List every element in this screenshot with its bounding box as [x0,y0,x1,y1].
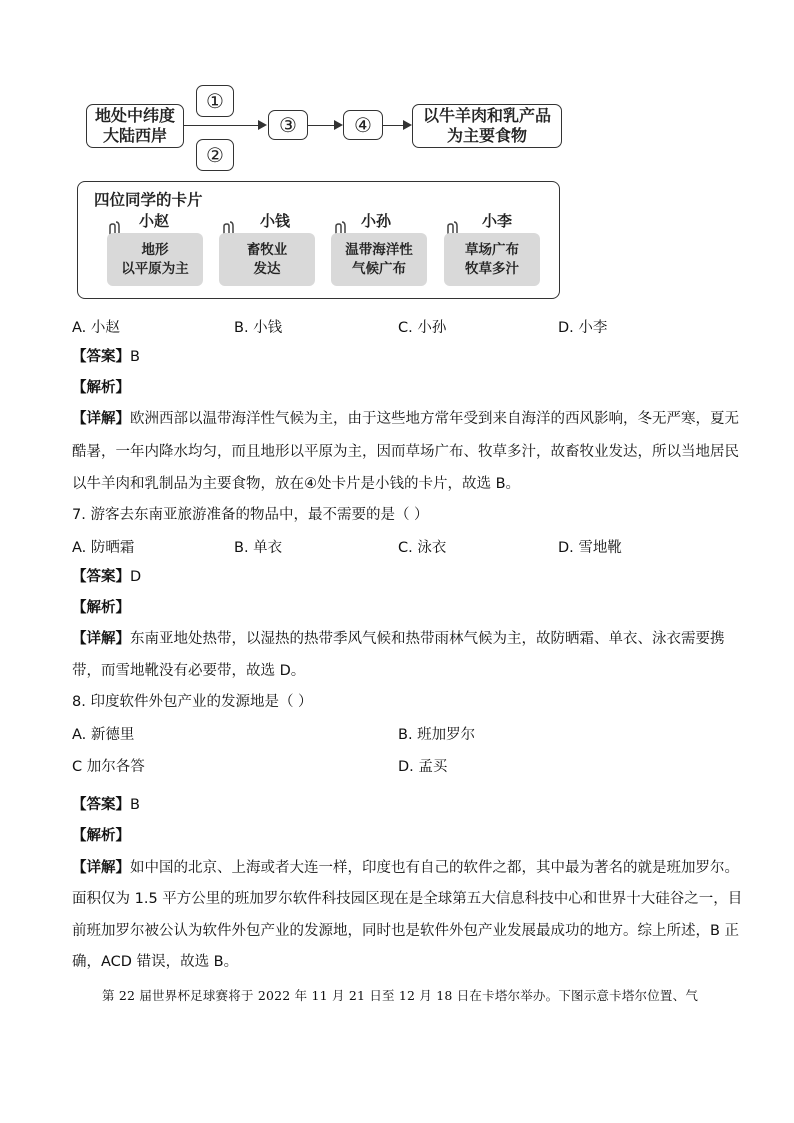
end-box [412,104,562,148]
q7-detail-line-2: 带，而雪地靴没有必要带，故选 D。 [72,663,306,679]
start-box-line1: 地处中纬度 [94,106,175,125]
node-2-label: ② [206,143,224,167]
card-name-xiaozhao: 小赵 [139,212,170,230]
q7-option-c: C. 泳衣 [398,540,447,556]
answer-label: 【答案】 [72,349,130,365]
q7-detail-line-1 [72,629,725,649]
q6-option-c: C. 小孙 [398,320,447,336]
q8-detail-line-1 [72,858,739,878]
node-3-label: ③ [279,113,297,137]
card-xiaoli [444,233,540,286]
q6-detail-line-3: 以牛羊肉和乳制品为主要食物，放在④处卡片是小钱的卡片，故选 B。 [72,476,521,492]
answer-label: 【答案】 [72,797,130,813]
detail-text: 如中国的北京、上海或者大连一样，印度也有自己的软件之都，其中最为著名的就是班加罗尔。 [130,860,739,876]
answer-label: 【答案】 [72,569,130,585]
arrow-4-to-end [382,125,410,126]
q8-option-a: A. 新德里 [72,727,135,743]
q8-question: 8. 印度软件外包产业的发源地是（ ） [72,694,313,710]
q6-option-a: A. 小赵 [72,320,120,336]
card-xiaoqian [219,233,315,286]
card-xiaoli-line1: 草场广布 [465,241,519,258]
node-1-label: ① [206,89,224,113]
q6-answer [72,347,140,367]
card-xiaoli-line2: 牧草多汁 [465,260,519,277]
q6-detail-line-1 [72,409,739,429]
q7-analysis-label: 【解析】 [72,600,130,616]
next-section-intro: 第 22 届世界杯足球赛将于 2022 年 11 月 21 日至 12 月 18 日在卡塔尔举办。下图示意卡塔尔位置、气 [102,988,699,1003]
card-xiaozhao [107,233,203,286]
q8-option-c: C 加尔各答 [72,759,145,775]
detail-label: 【详解】 [72,860,130,876]
card-name-xiaoli: 小李 [482,212,513,230]
node-1-box [196,85,234,117]
card-name-xiaosun: 小孙 [361,212,392,230]
node-4-label: ④ [354,113,372,137]
q7-answer [72,567,141,587]
card-xiaoqian-line2: 发达 [253,260,281,277]
card-xiaosun-line2: 气候广布 [352,260,406,277]
answer-value: B [130,349,140,365]
cards-panel-title: 四位同学的卡片 [94,191,203,209]
card-name-xiaoqian: 小钱 [260,212,291,230]
answer-value: B [130,797,140,813]
card-xiaosun-line1: 温带海洋性 [345,241,413,258]
q7-option-b: B. 单衣 [234,540,283,556]
card-xiaosun [331,233,427,286]
start-box [86,104,184,148]
q6-analysis-label: 【解析】 [72,380,130,396]
card-xiaozhao-line2: 以平原为主 [121,260,189,277]
q7-option-a: A. 防晒霜 [72,540,135,556]
q6-detail-line-2: 酷暑，一年内降水均匀，而且地形以平原为主，因而草场广布、牧草多汁，故畜牧业发达，所以当地居民 [72,444,739,460]
q8-detail-line-4: 确，ACD 错误，故选 B。 [72,954,239,970]
card-xiaoqian-line1: 畜牧业 [246,241,288,258]
end-box-line1: 以牛羊肉和乳产品 [422,106,551,125]
q6-option-d: D. 小李 [558,320,608,336]
arrow-3-to-4 [307,125,341,126]
cards-panel [77,181,560,299]
end-box-line2: 为主要食物 [446,126,527,145]
detail-text: 东南亚地处热带，以湿热的热带季风气候和热带雨林气候为主，故防晒霜、单衣、泳衣需要携 [130,631,725,647]
start-box-line2: 大陆西岸 [102,126,167,145]
q7-question: 7. 游客去东南亚旅游准备的物品中，最不需要的是（ ） [72,507,429,523]
q8-option-d: D. 孟买 [398,759,448,775]
q6-option-b: B. 小钱 [234,320,283,336]
q8-answer [72,795,140,815]
detail-label: 【详解】 [72,411,130,427]
answer-value: D [130,569,142,585]
q8-detail-line-2: 面积仅为 1.5 平方公里的班加罗尔软件科技园区现在是全球第五大信息科技中心和世界十大硅谷之一，目 [72,891,743,907]
arrow-start-to-3 [183,125,265,126]
node-2-box [196,139,234,171]
q8-analysis-label: 【解析】 [72,828,130,844]
card-xiaozhao-line1: 地形 [141,241,169,258]
q8-option-b: B. 班加罗尔 [398,727,476,743]
q8-detail-line-3: 前班加罗尔被公认为软件外包产业的发源地，同时也是软件外包产业发展最成功的地方。综上所述，B 正 [72,923,740,939]
node-3-box [268,110,308,140]
detail-label: 【详解】 [72,631,130,647]
node-4-box [343,110,383,140]
detail-text: 欧洲西部以温带海洋性气候为主，由于这些地方常年受到来自海洋的西风影响，冬无严寒，夏无 [130,411,739,427]
q7-option-d: D. 雪地靴 [558,540,622,556]
